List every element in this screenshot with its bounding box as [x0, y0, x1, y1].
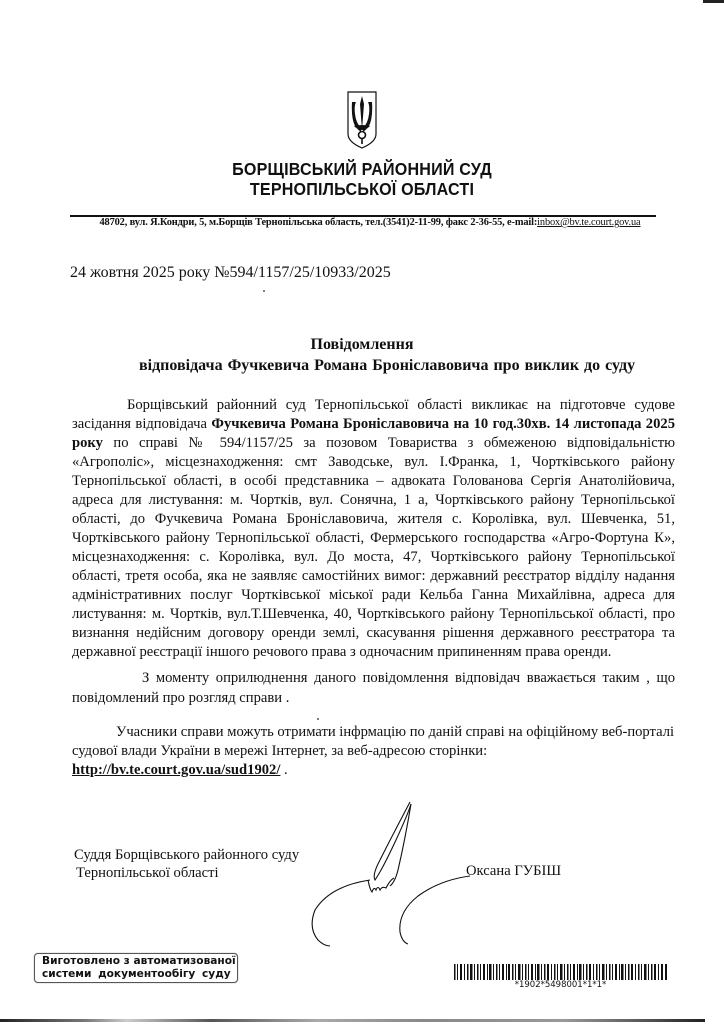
- defendant-hearing-time: Фучкевича Романа Броніславовича на 10 год.30хв. 14 листопада 2025 року: [72, 416, 675, 451]
- notification-effect-text: З моменту оприлюднення даного повідомлення відповідач вважається таким , що повідомлений про розгляд справи .: [72, 670, 675, 706]
- stamp-line2: системи документообігу суду: [42, 968, 231, 980]
- address-text: 48702, вул. Я.Кондри, 5, м.Борщів Тернопільська область, тел.(3541)2-11-99, факс 2-36-55, e-mail:: [99, 217, 538, 228]
- summons-paragraph: [72, 396, 675, 662]
- info-portal-paragraph: [72, 723, 675, 780]
- info-portal-text-end: .: [280, 762, 288, 778]
- handwritten-signature-icon: [290, 800, 490, 950]
- judge-title: [74, 846, 299, 882]
- court-address: [0, 217, 724, 228]
- scan-bottom-edge: [0, 1019, 705, 1022]
- stamp-line1: Виготовлено з автоматизованої: [42, 955, 236, 967]
- barcode-icon: [454, 964, 667, 980]
- notification-effect-paragraph: [72, 669, 675, 708]
- scan-edge-mark: [703, 0, 724, 3]
- court-name-line2: ТЕРНОПІЛЬСЬКОЇ ОБЛАСТІ: [249, 179, 475, 199]
- summons-text-start: Борщівський районний суд Тернопільської області викликає на підготовче судове засідання відповідача: [72, 397, 675, 432]
- scan-speck: [263, 290, 265, 292]
- info-portal-text: Учасники справи можуть отримати інфрмацію по даній справі на офіційному веб-порталі судової влади України в мережі Інтернет, за веб-адресою сторінки:: [72, 724, 675, 759]
- notice-subtitle: відповідача Фучкевича Романа Броніславовича про виклик до суду: [139, 357, 636, 374]
- notice-title: Повідомлення: [310, 336, 414, 353]
- automated-system-stamp: [34, 953, 238, 983]
- judge-title-line1: Суддя Борщівського районного суду: [74, 847, 300, 863]
- ukraine-trident-coat-of-arms-icon: [346, 90, 378, 150]
- barcode-number: *1902*5498001*1*1*: [514, 980, 607, 990]
- scan-speck: [317, 718, 319, 720]
- court-website-link[interactable]: http://bv.te.court.gov.ua/sud1902/: [72, 762, 281, 778]
- date-and-reference-number: 24 жовтня 2025 року №594/1157/25/10933/2025: [70, 264, 391, 281]
- judge-title-line2: Тернопільської області: [76, 865, 219, 881]
- summons-text-rest: по справі № 594/1157/25 за позовом Товариства з обмеженою відповідальністю «Агрополіс», місцезнаходження: смт Заводське, вул. І.Франка, 1, Чортківського району Тернопільської області, в особі представника – адвоката Голованова Сергія Анатолійовича, адреса для листування: м. Чортків, вул. Сонячна, 1 а, Чортківського району Тернопільської області, до Фучкевича Романа Броніславовича, жителя с. Королівка, вул. Шевченка, 51, Чортківського району Тернопільської області, Фермерського господарства «Агро-Фортуна К», місцезнаходження: с. Королівка, вул. До моста, 47, Чортківського району Тернопільської області, третя особа, яка не заявляє самостійних вимог: державний реєстратор відділу надання адміністративних послуг Чортківської міської ради Кельба Ганна Михайлівна, адреса для листування: м. Чортків, вул.Т.Шевченка, 40, Чортківського району Тернопільської області, про визнання недійсним договору оренди землі, скасування рішення державного реєстратора та державної реєстрації іншого речового права з одночасним припиненням права оренди.: [72, 435, 675, 660]
- judge-name: Оксана ГУБІШ: [466, 863, 562, 879]
- email-link[interactable]: inbox@bv.te.court.gov.ua: [537, 217, 641, 228]
- court-name-line1: БОРЩІВСЬКИЙ РАЙОННИЙ СУД: [232, 159, 492, 179]
